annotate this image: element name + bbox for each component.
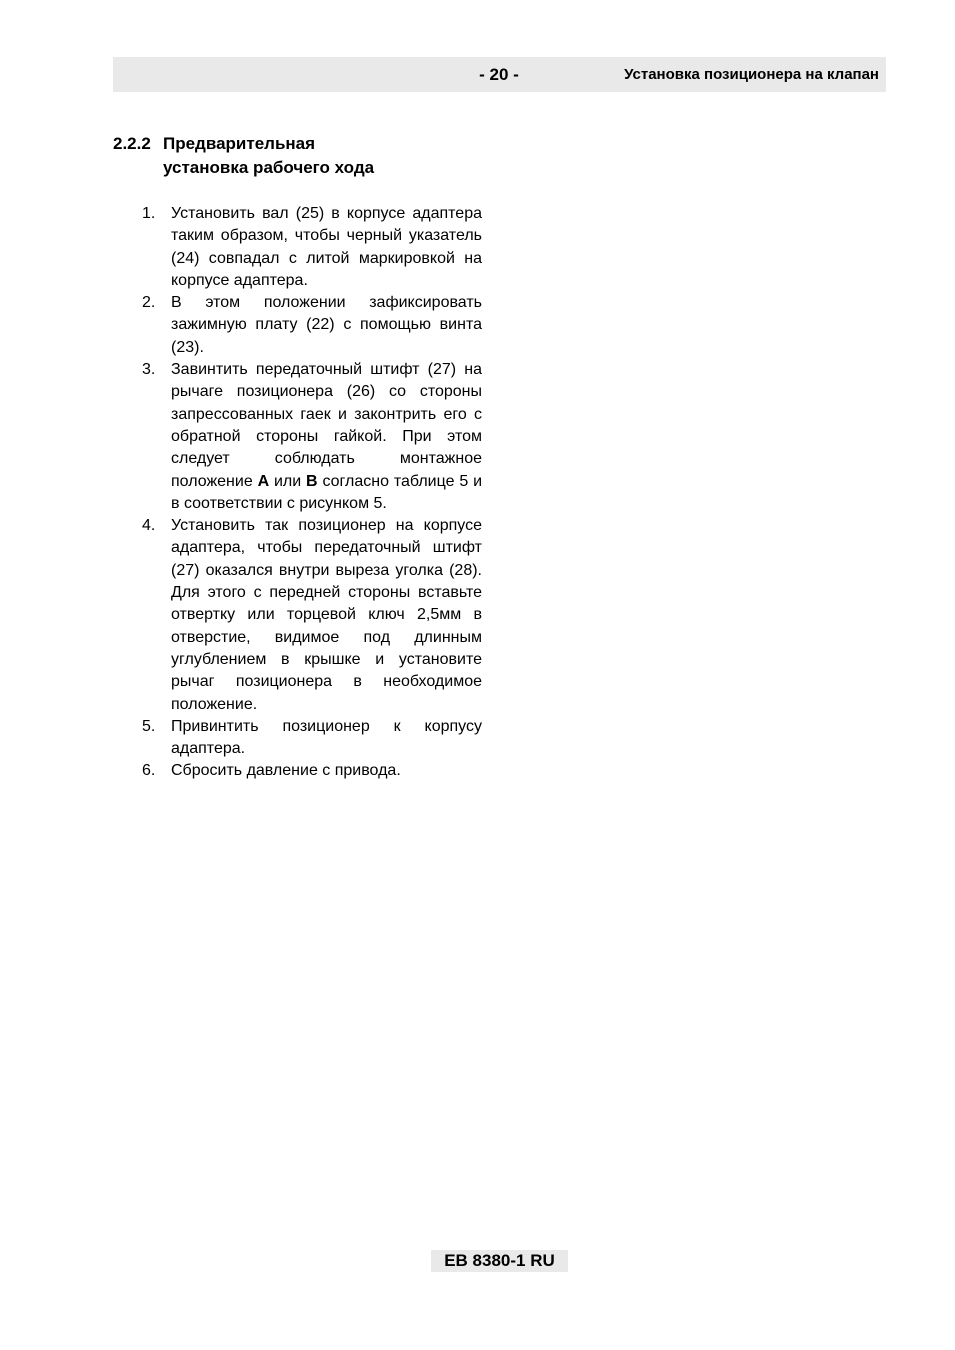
steps-list	[142, 203, 482, 783]
section-title-line1: Предварительная	[163, 134, 316, 153]
step-text-part: Завинтить передаточный штифт (27) на рычаге позиционера (26) со стороны запрессованных гаек и законтрить его с обратной стороны гайкой. При этом следует соблюдать монтажное положение	[171, 361, 482, 490]
section-heading-line1	[113, 132, 374, 156]
page-number: - 20 -	[479, 65, 519, 84]
document-id: EB 8380-1 RU	[431, 1250, 568, 1272]
mounting-position-a: А	[257, 472, 270, 490]
list-item	[142, 760, 482, 782]
list-item	[142, 515, 482, 716]
step-number: 1.	[142, 205, 156, 222]
step-text: В этом положении зафиксировать зажимную плату (22) с помощью винта (23).	[171, 294, 482, 356]
step-number: 4.	[142, 517, 156, 535]
list-item	[142, 359, 482, 515]
section-title-line2: установка рабочего хода	[163, 158, 375, 177]
step-number: 5.	[142, 717, 156, 735]
list-item	[142, 203, 482, 292]
step-text: Установить вал (25) в корпусе адаптера таким образом, чтобы черный указатель (24) совпадал с литой маркировкой на корпусе адаптера.	[171, 205, 482, 289]
step-text-part: согласно таблице 5 и в соответствии с рисунком 5.	[171, 472, 483, 512]
running-title: Установка позиционера на клапан	[624, 66, 879, 83]
step-text: Привинтить позиционер к корпусу адаптера.	[171, 717, 482, 758]
list-item	[142, 716, 482, 761]
step-text	[171, 359, 482, 515]
step-text-part: или	[269, 472, 307, 490]
step-number: 6.	[142, 762, 156, 780]
step-text: Сбросить давление с привода.	[171, 762, 401, 780]
step-text: Установить так позиционер на корпусе адаптера, чтобы передаточный штифт (27) оказался внутри выреза уголка (28). Для этого с передней стороны вставьте отвертку или торцевой ключ 2,5мм в отверстие, видимое под длинным углублением в крышке и установите рычаг позиционера в необходимое положение.	[171, 517, 482, 713]
section-number: 2.2.2	[113, 134, 151, 153]
list-item	[142, 292, 482, 359]
step-number: 3.	[142, 361, 156, 379]
mounting-position-b: В	[306, 472, 318, 490]
section-heading	[113, 132, 374, 180]
step-number: 2.	[142, 294, 156, 312]
